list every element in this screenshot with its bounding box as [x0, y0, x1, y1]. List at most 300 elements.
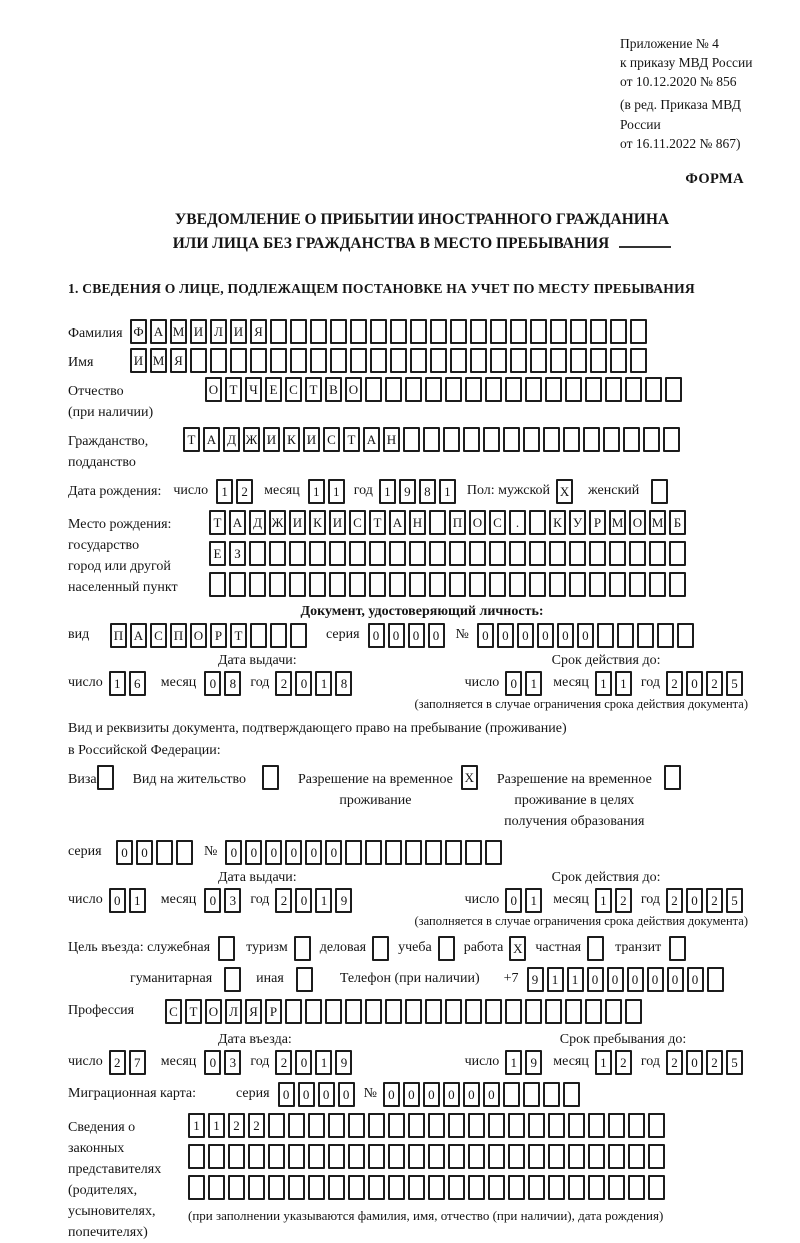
form-cell[interactable] [508, 1144, 525, 1169]
form-cell[interactable] [525, 377, 542, 402]
form-cell[interactable]: В [325, 377, 342, 402]
form-cell[interactable] [503, 427, 520, 452]
form-cell[interactable] [350, 348, 367, 373]
form-cell[interactable] [645, 377, 662, 402]
form-cell[interactable] [617, 623, 634, 648]
form-cell[interactable] [445, 840, 462, 865]
form-cell[interactable] [628, 1175, 645, 1200]
form-cell[interactable]: 0 [225, 840, 242, 865]
form-cell[interactable]: 1 [188, 1113, 205, 1138]
form-cell[interactable] [629, 572, 646, 597]
form-cell[interactable] [390, 348, 407, 373]
form-cell[interactable]: К [283, 427, 300, 452]
form-cell[interactable] [509, 541, 526, 566]
form-cell[interactable]: Я [250, 319, 267, 344]
form-cell[interactable]: 0 [408, 623, 425, 648]
form-cell[interactable] [409, 572, 426, 597]
form-cell[interactable] [229, 572, 246, 597]
form-cell[interactable]: 9 [399, 479, 416, 504]
form-cell[interactable]: Д [249, 510, 266, 535]
form-cell[interactable] [370, 319, 387, 344]
form-cell[interactable] [176, 840, 193, 865]
form-cell[interactable]: А [363, 427, 380, 452]
form-cell[interactable] [468, 1113, 485, 1138]
form-cell[interactable]: Л [210, 319, 227, 344]
form-cell[interactable] [505, 999, 522, 1024]
form-cell[interactable] [262, 765, 279, 790]
form-cell[interactable]: 2 [706, 888, 723, 913]
form-cell[interactable]: 0 [298, 1082, 315, 1107]
form-cell[interactable]: Б [669, 510, 686, 535]
form-cell[interactable]: 0 [607, 967, 624, 992]
form-cell[interactable] [649, 541, 666, 566]
form-cell[interactable]: С [150, 623, 167, 648]
form-cell[interactable] [608, 1144, 625, 1169]
form-cell[interactable]: 0 [305, 840, 322, 865]
form-cell[interactable] [625, 999, 642, 1024]
form-cell[interactable]: И [303, 427, 320, 452]
form-cell[interactable] [529, 541, 546, 566]
form-cell[interactable] [365, 377, 382, 402]
form-cell[interactable]: 2 [615, 888, 632, 913]
form-cell[interactable] [270, 623, 287, 648]
form-cell[interactable] [563, 427, 580, 452]
form-cell[interactable]: Я [245, 999, 262, 1024]
form-cell[interactable] [568, 1175, 585, 1200]
form-cell[interactable] [405, 999, 422, 1024]
form-cell[interactable] [588, 1175, 605, 1200]
form-cell[interactable]: 0 [383, 1082, 400, 1107]
form-cell[interactable] [270, 348, 287, 373]
form-cell[interactable]: А [203, 427, 220, 452]
form-cell[interactable]: 0 [116, 840, 133, 865]
form-cell[interactable] [677, 623, 694, 648]
form-cell[interactable] [450, 319, 467, 344]
form-cell[interactable]: О [345, 377, 362, 402]
form-cell[interactable]: О [190, 623, 207, 648]
form-cell[interactable] [330, 319, 347, 344]
form-cell[interactable]: М [649, 510, 666, 535]
form-cell[interactable] [388, 1113, 405, 1138]
form-cell[interactable] [637, 623, 654, 648]
form-cell[interactable] [423, 427, 440, 452]
form-cell[interactable] [550, 319, 567, 344]
form-cell[interactable] [663, 427, 680, 452]
form-cell[interactable] [590, 319, 607, 344]
form-cell[interactable] [629, 541, 646, 566]
form-cell[interactable] [289, 541, 306, 566]
form-cell[interactable] [583, 427, 600, 452]
form-cell[interactable] [368, 1113, 385, 1138]
form-cell[interactable]: 2 [236, 479, 253, 504]
form-cell[interactable] [405, 377, 422, 402]
form-cell[interactable] [429, 572, 446, 597]
form-cell[interactable] [510, 348, 527, 373]
form-cell[interactable] [485, 999, 502, 1024]
form-cell[interactable]: М [150, 348, 167, 373]
form-cell[interactable]: А [229, 510, 246, 535]
form-cell[interactable] [505, 377, 522, 402]
form-cell[interactable] [488, 1144, 505, 1169]
form-cell[interactable]: 0 [403, 1082, 420, 1107]
form-cell[interactable]: 2 [666, 888, 683, 913]
form-cell[interactable] [608, 1175, 625, 1200]
form-cell[interactable] [309, 572, 326, 597]
form-cell[interactable]: 0 [204, 888, 221, 913]
form-cell[interactable] [657, 623, 674, 648]
form-cell[interactable] [528, 1113, 545, 1138]
form-cell[interactable] [289, 572, 306, 597]
form-cell[interactable]: 0 [204, 1050, 221, 1075]
form-cell[interactable]: Ф [130, 319, 147, 344]
form-cell[interactable] [97, 765, 114, 790]
form-cell[interactable]: И [329, 510, 346, 535]
form-cell[interactable] [310, 319, 327, 344]
form-cell[interactable] [365, 840, 382, 865]
form-cell[interactable]: Ж [243, 427, 260, 452]
form-cell[interactable] [285, 999, 302, 1024]
form-cell[interactable]: 5 [726, 888, 743, 913]
form-cell[interactable] [465, 999, 482, 1024]
form-cell[interactable] [328, 1144, 345, 1169]
form-cell[interactable]: 0 [204, 671, 221, 696]
form-cell[interactable]: 0 [295, 1050, 312, 1075]
form-cell[interactable] [210, 348, 227, 373]
form-cell[interactable] [288, 1144, 305, 1169]
form-cell[interactable]: 1 [595, 888, 612, 913]
form-cell[interactable]: 1 [547, 967, 564, 992]
form-cell[interactable] [523, 1082, 540, 1107]
form-cell[interactable]: 1 [308, 479, 325, 504]
form-cell[interactable] [485, 840, 502, 865]
form-cell[interactable] [523, 427, 540, 452]
form-cell[interactable] [208, 1144, 225, 1169]
form-cell[interactable]: 1 [109, 671, 126, 696]
form-cell[interactable] [563, 1082, 580, 1107]
form-cell[interactable]: 1 [315, 671, 332, 696]
form-cell[interactable] [348, 1175, 365, 1200]
form-cell[interactable] [545, 999, 562, 1024]
form-cell[interactable]: Ч [245, 377, 262, 402]
form-cell[interactable] [545, 377, 562, 402]
form-cell[interactable] [408, 1144, 425, 1169]
form-cell[interactable]: С [165, 999, 182, 1024]
form-cell[interactable] [425, 840, 442, 865]
form-cell[interactable]: 0 [497, 623, 514, 648]
form-cell[interactable] [625, 377, 642, 402]
form-cell[interactable] [469, 572, 486, 597]
form-cell[interactable]: Е [265, 377, 282, 402]
form-cell[interactable]: 0 [285, 840, 302, 865]
form-cell[interactable] [385, 377, 402, 402]
form-cell[interactable] [488, 1175, 505, 1200]
form-cell[interactable] [465, 377, 482, 402]
form-cell[interactable] [610, 348, 627, 373]
form-cell[interactable]: О [469, 510, 486, 535]
form-cell[interactable] [250, 348, 267, 373]
form-cell[interactable] [408, 1175, 425, 1200]
form-cell[interactable]: 8 [335, 671, 352, 696]
form-cell[interactable]: 0 [109, 888, 126, 913]
form-cell[interactable] [570, 319, 587, 344]
form-cell[interactable]: 0 [136, 840, 153, 865]
form-cell[interactable] [648, 1175, 665, 1200]
form-cell[interactable] [428, 1113, 445, 1138]
form-cell[interactable] [208, 1175, 225, 1200]
form-cell[interactable] [350, 319, 367, 344]
form-cell[interactable] [308, 1175, 325, 1200]
form-cell[interactable] [428, 1175, 445, 1200]
form-cell[interactable] [530, 348, 547, 373]
form-cell[interactable] [509, 572, 526, 597]
form-cell[interactable] [388, 1144, 405, 1169]
form-cell[interactable] [548, 1175, 565, 1200]
form-cell[interactable] [290, 623, 307, 648]
form-cell[interactable] [530, 319, 547, 344]
form-cell[interactable] [543, 427, 560, 452]
form-cell[interactable]: 0 [505, 888, 522, 913]
form-cell[interactable] [649, 572, 666, 597]
form-cell[interactable]: К [549, 510, 566, 535]
form-cell[interactable]: З [229, 541, 246, 566]
form-cell[interactable]: Т [185, 999, 202, 1024]
form-cell[interactable]: И [230, 319, 247, 344]
form-cell[interactable] [525, 999, 542, 1024]
form-cell[interactable] [438, 936, 455, 961]
form-cell[interactable] [445, 377, 462, 402]
form-cell[interactable]: 0 [686, 1050, 703, 1075]
form-cell[interactable] [190, 348, 207, 373]
form-cell[interactable]: 1 [315, 1050, 332, 1075]
form-cell[interactable]: С [489, 510, 506, 535]
form-cell[interactable]: 0 [667, 967, 684, 992]
form-cell[interactable]: Т [369, 510, 386, 535]
form-cell[interactable]: 0 [463, 1082, 480, 1107]
form-cell[interactable]: 0 [627, 967, 644, 992]
form-cell[interactable] [410, 348, 427, 373]
form-cell[interactable] [248, 1144, 265, 1169]
form-cell[interactable] [385, 999, 402, 1024]
form-cell[interactable]: А [150, 319, 167, 344]
form-cell[interactable]: 2 [109, 1050, 126, 1075]
form-cell[interactable] [188, 1175, 205, 1200]
form-cell[interactable] [269, 541, 286, 566]
form-cell[interactable] [409, 541, 426, 566]
form-cell[interactable]: 0 [647, 967, 664, 992]
form-cell[interactable] [429, 510, 446, 535]
form-cell[interactable] [296, 967, 313, 992]
form-cell[interactable]: Т [183, 427, 200, 452]
form-cell[interactable] [628, 1144, 645, 1169]
form-cell[interactable]: 1 [216, 479, 233, 504]
form-cell[interactable]: 0 [368, 623, 385, 648]
form-cell[interactable] [469, 541, 486, 566]
form-cell[interactable] [605, 377, 622, 402]
form-cell[interactable] [156, 840, 173, 865]
form-cell[interactable] [648, 1113, 665, 1138]
form-cell[interactable] [329, 541, 346, 566]
form-cell[interactable] [543, 1082, 560, 1107]
form-cell[interactable]: 0 [587, 967, 604, 992]
form-cell[interactable] [508, 1113, 525, 1138]
form-cell[interactable]: 0 [686, 671, 703, 696]
form-cell[interactable] [328, 1175, 345, 1200]
form-cell[interactable] [549, 572, 566, 597]
form-cell[interactable] [410, 319, 427, 344]
form-cell[interactable] [707, 967, 724, 992]
form-cell[interactable] [388, 1175, 405, 1200]
form-cell[interactable] [565, 377, 582, 402]
form-cell[interactable]: 1 [129, 888, 146, 913]
form-cell[interactable]: 8 [419, 479, 436, 504]
form-cell[interactable] [669, 572, 686, 597]
form-cell[interactable] [589, 541, 606, 566]
form-cell[interactable] [268, 1144, 285, 1169]
form-cell[interactable] [288, 1175, 305, 1200]
form-cell[interactable] [565, 999, 582, 1024]
form-cell[interactable] [249, 572, 266, 597]
form-cell[interactable]: А [389, 510, 406, 535]
form-cell[interactable] [665, 377, 682, 402]
form-cell[interactable] [465, 840, 482, 865]
form-cell[interactable] [568, 1113, 585, 1138]
form-cell[interactable] [228, 1144, 245, 1169]
form-cell[interactable] [389, 572, 406, 597]
form-cell[interactable] [305, 999, 322, 1024]
form-cell[interactable] [508, 1175, 525, 1200]
form-cell[interactable]: 0 [423, 1082, 440, 1107]
form-cell[interactable]: И [130, 348, 147, 373]
form-cell[interactable]: 5 [726, 671, 743, 696]
form-cell[interactable]: Р [210, 623, 227, 648]
form-cell[interactable] [349, 572, 366, 597]
form-cell[interactable] [651, 479, 668, 504]
form-cell[interactable]: 1 [328, 479, 345, 504]
form-cell[interactable] [630, 319, 647, 344]
form-cell[interactable]: С [285, 377, 302, 402]
form-cell[interactable]: 3 [224, 1050, 241, 1075]
form-cell[interactable] [549, 541, 566, 566]
form-cell[interactable] [630, 348, 647, 373]
form-cell[interactable] [218, 936, 235, 961]
form-cell[interactable]: X [556, 479, 573, 504]
form-cell[interactable]: 0 [537, 623, 554, 648]
form-cell[interactable] [569, 541, 586, 566]
form-cell[interactable]: 0 [577, 623, 594, 648]
form-cell[interactable] [470, 348, 487, 373]
form-cell[interactable] [443, 427, 460, 452]
form-cell[interactable]: Р [589, 510, 606, 535]
form-cell[interactable]: 0 [443, 1082, 460, 1107]
form-cell[interactable]: 1 [505, 1050, 522, 1075]
form-cell[interactable] [628, 1113, 645, 1138]
form-cell[interactable] [623, 427, 640, 452]
form-cell[interactable] [445, 999, 462, 1024]
form-cell[interactable] [669, 541, 686, 566]
form-cell[interactable]: 0 [325, 840, 342, 865]
form-cell[interactable] [348, 1144, 365, 1169]
form-cell[interactable] [268, 1113, 285, 1138]
form-cell[interactable] [308, 1113, 325, 1138]
form-cell[interactable]: 1 [315, 888, 332, 913]
form-cell[interactable] [290, 319, 307, 344]
form-cell[interactable]: 0 [265, 840, 282, 865]
form-cell[interactable]: 0 [278, 1082, 295, 1107]
form-cell[interactable] [610, 319, 627, 344]
form-cell[interactable] [349, 541, 366, 566]
form-cell[interactable] [209, 572, 226, 597]
form-cell[interactable]: 2 [615, 1050, 632, 1075]
form-cell[interactable]: 2 [248, 1113, 265, 1138]
form-cell[interactable]: 0 [245, 840, 262, 865]
form-cell[interactable]: 0 [687, 967, 704, 992]
form-cell[interactable]: 9 [335, 888, 352, 913]
form-cell[interactable] [370, 348, 387, 373]
form-cell[interactable]: С [349, 510, 366, 535]
form-cell[interactable] [468, 1175, 485, 1200]
form-cell[interactable] [325, 999, 342, 1024]
form-cell[interactable] [609, 572, 626, 597]
form-cell[interactable] [448, 1175, 465, 1200]
form-cell[interactable] [345, 999, 362, 1024]
form-cell[interactable] [294, 936, 311, 961]
form-cell[interactable] [368, 1175, 385, 1200]
form-cell[interactable] [489, 572, 506, 597]
form-cell[interactable]: 1 [525, 888, 542, 913]
form-cell[interactable]: П [110, 623, 127, 648]
form-cell[interactable] [403, 427, 420, 452]
form-cell[interactable]: М [609, 510, 626, 535]
form-cell[interactable] [425, 999, 442, 1024]
form-cell[interactable] [224, 967, 241, 992]
form-cell[interactable] [643, 427, 660, 452]
form-cell[interactable]: О [205, 377, 222, 402]
form-cell[interactable] [568, 1144, 585, 1169]
form-cell[interactable]: 1 [439, 479, 456, 504]
form-cell[interactable] [430, 348, 447, 373]
form-cell[interactable] [249, 541, 266, 566]
form-cell[interactable]: 1 [567, 967, 584, 992]
form-cell[interactable] [588, 1113, 605, 1138]
form-cell[interactable] [463, 427, 480, 452]
form-cell[interactable] [308, 1144, 325, 1169]
form-cell[interactable]: Т [305, 377, 322, 402]
form-cell[interactable] [310, 348, 327, 373]
form-cell[interactable] [483, 427, 500, 452]
form-cell[interactable] [603, 427, 620, 452]
form-cell[interactable]: 6 [129, 671, 146, 696]
form-cell[interactable] [648, 1144, 665, 1169]
form-cell[interactable]: А [130, 623, 147, 648]
form-cell[interactable] [230, 348, 247, 373]
form-cell[interactable] [590, 348, 607, 373]
form-cell[interactable] [368, 1144, 385, 1169]
form-cell[interactable]: 0 [295, 671, 312, 696]
form-cell[interactable]: Н [409, 510, 426, 535]
form-cell[interactable] [548, 1113, 565, 1138]
form-cell[interactable] [290, 348, 307, 373]
form-cell[interactable]: 9 [335, 1050, 352, 1075]
form-cell[interactable] [470, 319, 487, 344]
form-cell[interactable] [250, 623, 267, 648]
form-cell[interactable] [288, 1113, 305, 1138]
form-cell[interactable]: Д [223, 427, 240, 452]
form-cell[interactable]: 1 [208, 1113, 225, 1138]
form-cell[interactable] [389, 541, 406, 566]
form-cell[interactable]: Т [209, 510, 226, 535]
form-cell[interactable]: 0 [388, 623, 405, 648]
form-cell[interactable] [329, 572, 346, 597]
